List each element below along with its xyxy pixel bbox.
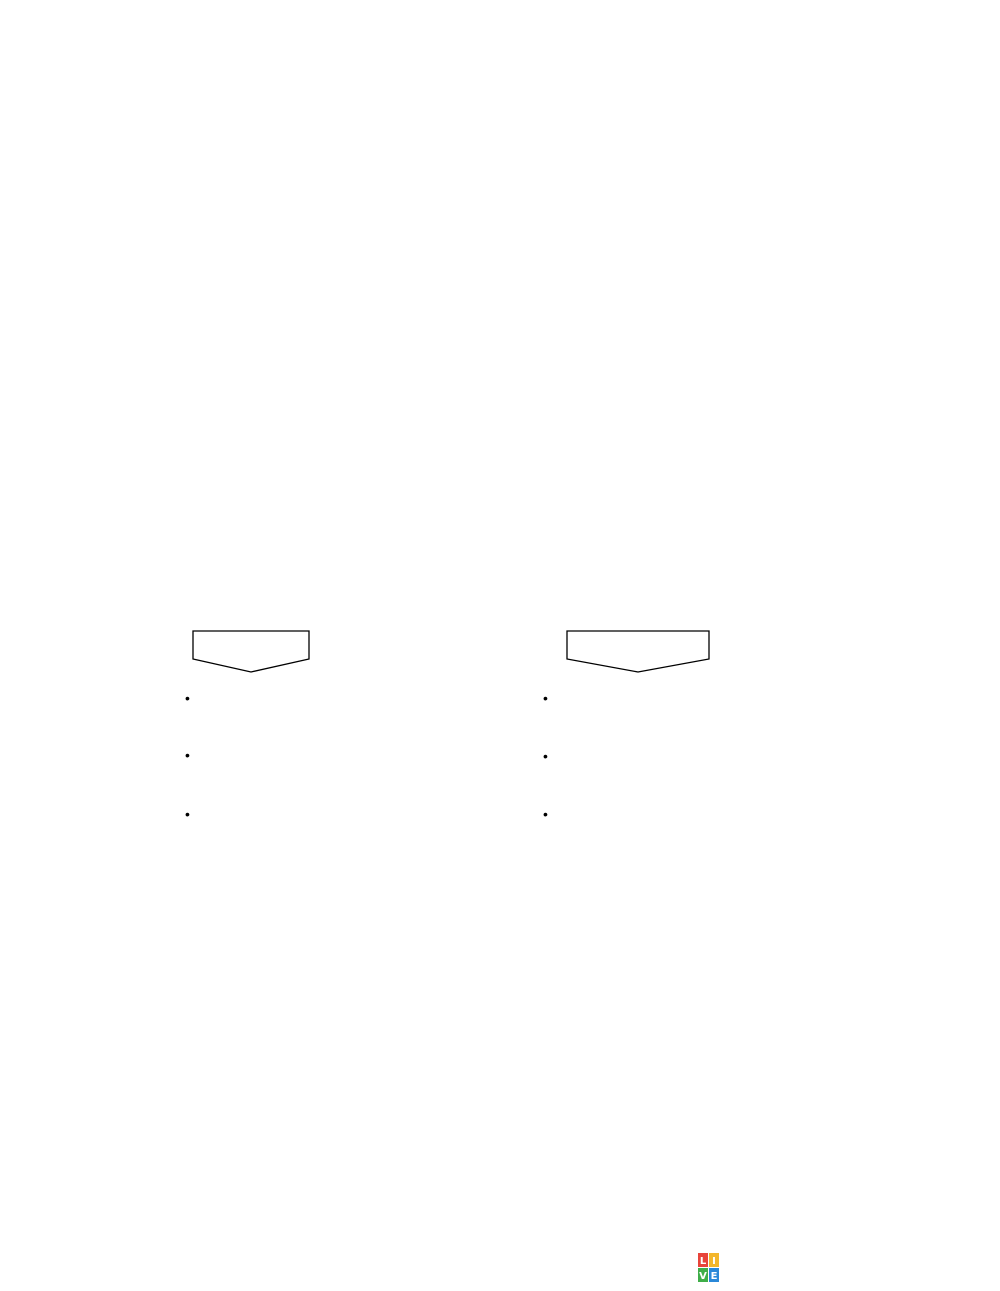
- pruebas-tag: [192, 630, 312, 674]
- bullet: •: [543, 690, 548, 706]
- svg-text:I: I: [712, 1256, 716, 1267]
- bullet: •: [185, 690, 190, 706]
- bullet: •: [543, 806, 548, 822]
- bullet: •: [185, 747, 190, 763]
- bullet: •: [543, 748, 548, 764]
- svg-text:E: E: [710, 1271, 718, 1282]
- bullet: •: [185, 806, 190, 822]
- word-search-grid[interactable]: [278, 909, 868, 1118]
- liveworksheets-logo-icon: [698, 1253, 720, 1283]
- svg-text:L: L: [699, 1256, 707, 1267]
- svg-text:V: V: [699, 1271, 707, 1282]
- acciones-tag: [566, 630, 712, 674]
